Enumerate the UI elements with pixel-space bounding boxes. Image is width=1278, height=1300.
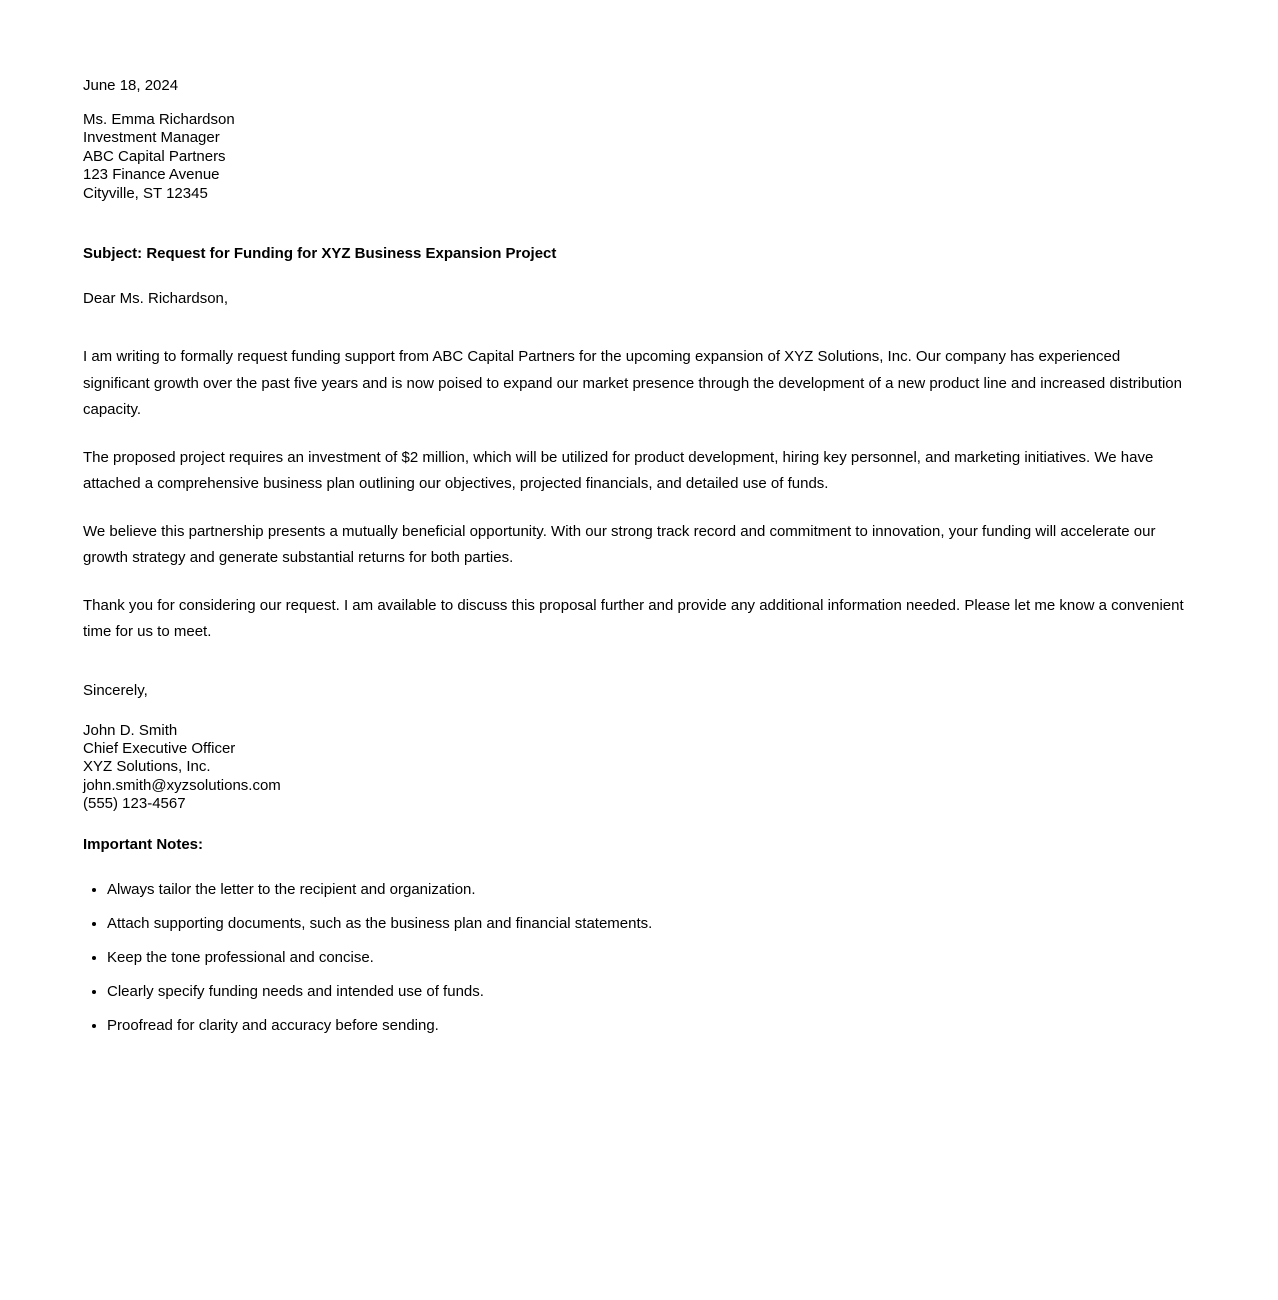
note-item: • Proofread for clarity and accuracy before sending. (107, 1013, 1190, 1039)
sender-email: john.smith@xyzsolutions.com (83, 776, 281, 794)
letter-date: June 18, 2024 (83, 77, 179, 94)
sender-company: XYZ Solutions, Inc. (83, 758, 211, 776)
body-paragraph: Thank you for considering our request. I am available to discuss this proposal further and provide any additional information needed. Please let me know a convenient time for us to meet. (83, 596, 1184, 641)
recipient-block (83, 111, 1190, 203)
recipient-company: ABC Capital Partners (83, 147, 226, 165)
note-item: • Clearly specify funding needs and intended use of funds. (107, 979, 1190, 1005)
note-item: • Keep the tone professional and concise. (107, 945, 1190, 971)
note-item: • Attach supporting documents, such as the business plan and financial statements. (107, 911, 1190, 937)
sender-title: Chief Executive Officer (83, 739, 236, 757)
recipient-title: Investment Manager (83, 129, 220, 147)
signature-block (83, 722, 1190, 814)
body-paragraph: The proposed project requires an investment of $2 million, which will be utilized for product development, hiring key personnel, and marketing initiatives. We have attached a comprehensive business plan outlining our objectives, projected financials, and detailed use of funds. (83, 448, 1154, 493)
closing-phrase: Sincerely, (83, 681, 148, 699)
notes-heading: Important Notes: (83, 835, 203, 853)
body-paragraph: I am writing to formally request funding support from ABC Capital Partners for the upcoming expansion of XYZ Solutions, Inc. Our company has experienced significant growth over the past five years and is now poised to expand our market presence through the development of a new product line and increased distribution capacity. (83, 348, 1182, 419)
salutation: Dear Ms. Richardson, (83, 290, 229, 308)
notes-list (83, 877, 1190, 1039)
subject-line: Subject: Request for Funding for XYZ Business Expansion Project (83, 245, 557, 263)
recipient-name: Ms. Emma Richardson (83, 111, 235, 128)
recipient-city: Cityville, ST 12345 (83, 184, 208, 202)
sender-phone: (555) 123-4567 (83, 795, 186, 813)
sender-name: John D. Smith (83, 721, 178, 739)
body-paragraph: We believe this partnership presents a mutually beneficial opportunity. With our strong track record and commitment to innovation, your funding will accelerate our growth strategy and generate substantial returns for both parties. (83, 522, 1156, 567)
recipient-street: 123 Finance Avenue (83, 166, 220, 184)
note-item: • Always tailor the letter to the recipient and organization. (107, 877, 1190, 903)
